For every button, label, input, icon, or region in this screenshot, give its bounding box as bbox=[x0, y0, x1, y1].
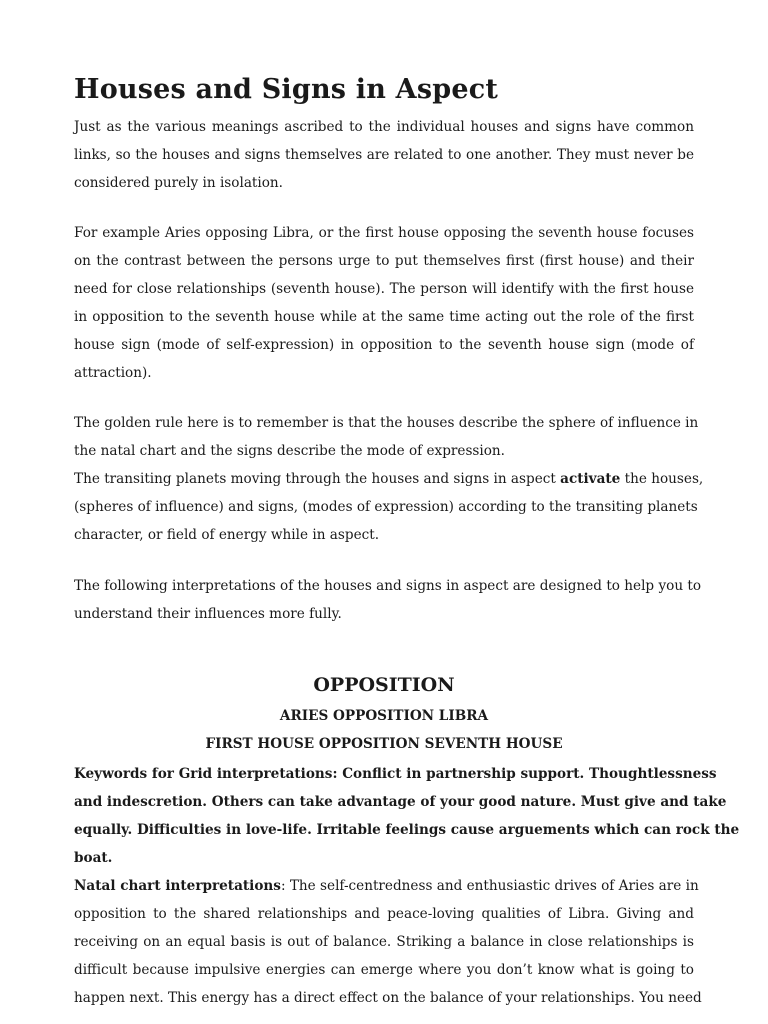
following-line: The following interpretations of the houses and signs in aspect are designed to help you to bbox=[74, 578, 702, 594]
example-line: house sign (mode of self-expression) in opposition to the seventh house sign (mode of bbox=[74, 337, 694, 353]
golden-rule-line: the natal chart and the signs describe the mode of expression. bbox=[74, 443, 506, 459]
following-line: understand their influences more fully. bbox=[74, 606, 342, 622]
intro-line: Just as the various meanings ascribed to the individual houses and signs have common bbox=[74, 119, 694, 135]
natal-text: : The self-centredness and enthusiastic drives of Aries are in bbox=[280, 878, 699, 894]
example-line: in opposition to the seventh house while at the same time acting out the role of the first bbox=[74, 309, 694, 325]
example-line: on the contrast between the persons urge to put themselves first (first house) and their bbox=[74, 253, 694, 269]
example-line: For example Aries opposing Libra, or the first house opposing the seventh house focuses bbox=[74, 225, 694, 241]
page-title: Houses and Signs in Aspect bbox=[74, 74, 499, 105]
intro-line: considered purely in isolation. bbox=[74, 175, 283, 191]
example-line: attraction). bbox=[74, 365, 152, 381]
keywords-line: equally. Difficulties in love-life. Irritable feelings cause arguements which can rock the bbox=[74, 822, 740, 838]
keywords-line: and indescretion. Others can take advantage of your good nature. Must give and take bbox=[74, 794, 727, 810]
transit-line: (spheres of influence) and signs, (modes of expression) according to the transiting planets bbox=[74, 499, 698, 515]
intro-line: links, so the houses and signs themselves are related to one another. They must never be bbox=[74, 147, 694, 163]
aries-libra-subheading: ARIES OPPOSITION LIBRA bbox=[279, 708, 489, 724]
golden-rule-line: The golden rule here is to remember is that the houses describe the sphere of influence in bbox=[74, 415, 699, 431]
activate-bold: activate bbox=[560, 471, 621, 487]
transit-line bbox=[74, 469, 704, 489]
keywords-line: boat. bbox=[74, 850, 113, 866]
keywords-line: Keywords for Grid interpretations: Conflict in partnership support. Thoughtlessness bbox=[74, 766, 717, 782]
natal-line: difficult because impulsive energies can emerge where you don’t know what is going to bbox=[74, 962, 694, 978]
natal-line bbox=[74, 876, 699, 896]
transit-text: the houses, bbox=[620, 471, 704, 487]
natal-line: happen next. This energy has a direct effect on the balance of your relationships. You need bbox=[74, 990, 702, 1006]
transit-line: character, or field of energy while in aspect. bbox=[74, 527, 380, 543]
transit-text: The transiting planets moving through the houses and signs in aspect bbox=[74, 471, 561, 487]
opposition-heading: OPPOSITION bbox=[313, 674, 455, 696]
natal-label: Natal chart interpretations bbox=[74, 878, 281, 894]
example-line: need for close relationships (seventh house). The person will identify with the first house bbox=[74, 281, 694, 297]
natal-line: opposition to the shared relationships and peace-loving qualities of Libra. Giving and bbox=[74, 906, 694, 922]
natal-line: receiving on an equal basis is out of balance. Striking a balance in close relationships is bbox=[74, 934, 694, 950]
house-subheading: FIRST HOUSE OPPOSITION SEVENTH HOUSE bbox=[205, 736, 563, 752]
